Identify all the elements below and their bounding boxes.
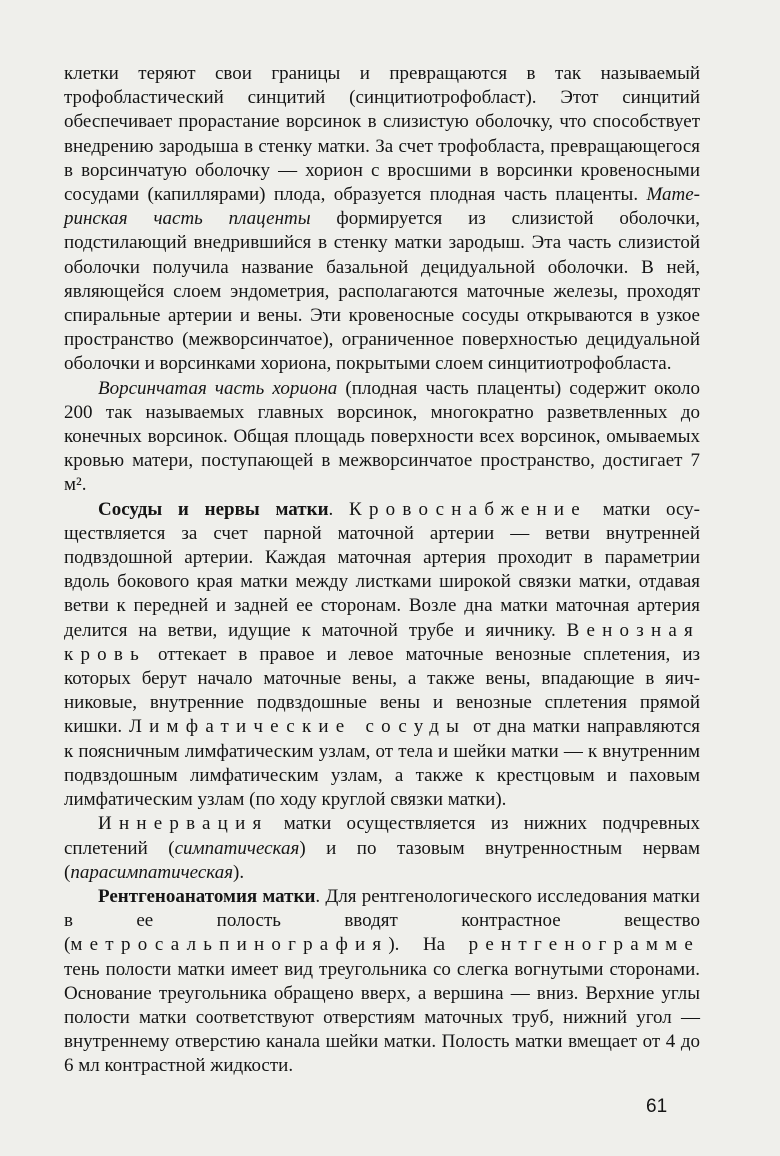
- text-run-sp: рентгенограмме: [468, 934, 700, 956]
- text-run: .: [328, 498, 350, 520]
- text-run-sp: Кровоснабжение: [349, 498, 587, 520]
- text-run-it: Материнская часть плаценты: [64, 184, 700, 230]
- text-run: от дна матки направляются к поясничным лимфатическим узлам, от тела и шейки матки — к внутренним подвздошным лимфатическим узлам, а также к крестцовым и паховым лимфатическим узлам (по ходу круглой связки матки).: [64, 716, 701, 811]
- text-run: формируется из слизистой оболочки, подстилающий внедрившийся в стенку матки зародыш. Эта часть слизистой оболочки получила название базальной децидуальной оболочки. В ней, являющейся слоем эндометрия, располагаются маточные железы, проходят спиральные артерии и вены. Эти кровеносные сосуды открываются в узкое пространство (межворсинчатое), ограниченное поверхностью децидуальной оболочки и ворсинками хориона, покрытыми слоем синцитиотрофобласта.: [64, 208, 700, 375]
- paragraph-placenta: [64, 62, 700, 377]
- text-run: ) и по тазовым внутренностным нервам (: [64, 837, 700, 883]
- paragraph-vessels-nerves: [64, 498, 700, 813]
- paragraph-xray-anatomy: [64, 885, 700, 1079]
- text-run-b: Рентгеноанатомия матки: [98, 885, 316, 907]
- paragraph-innervation: [64, 812, 700, 885]
- text-run-sp: Венозная кровь: [64, 619, 700, 665]
- text-run: (плодная часть плаценты) содержит около 200 так называемых главных ворсинок, многократно разветвленных до конечных ворсинок. Общая площадь поверхности всех ворсинок, омываемых кровью матери, поступающей в межворсинчатое пространство, достигает 7 м².: [64, 377, 700, 496]
- page-number: 61: [646, 1096, 668, 1117]
- paragraph-chorion: [64, 377, 700, 498]
- text-run: ).: [233, 861, 245, 883]
- text-run: . Для рентгенологического исследования матки в ее полость вводят контрастное вещество (: [64, 885, 700, 956]
- text-run-sp: метросальпинография: [70, 934, 389, 956]
- text-run: клетки теряют свои границы и превращаются в так называемый трофобластический синцитий (синцитиотрофобласт). Этот синцитий обеспечивает прорастание ворсинок в слизистую оболочку, что способствует внедрению зародыша в стенку матки. За счет трофобласта, превращающегося в ворсинчатую оболочку — хорион с вросшими в ворсинки кровеносными сосудами (капиллярами) плода, образуется плодная часть плаценты.: [64, 63, 700, 206]
- text-run-it: симпатическая: [174, 837, 300, 859]
- text-run: матки осуществляется за счет парной маточной артерии — ветви внутренней подвздошной артерии. Каждая маточная артерия проходит в параметрии вдоль бокового края матки между листками широкой связки матки, отдавая ветви к передней и задней ее сторонам. Возле дна матки маточная артерия делится на ветви, идущие к маточной трубе и яичнику.: [64, 498, 700, 641]
- text-run-sp: Иннервация: [98, 813, 269, 835]
- text-run: оттекает в правое и левое маточные венозные сплетения, из которых берут начало маточные вены, а также вены, впадающие в яичниковые, внутренние подвздошные вены и венозные сплетения прямой кишки.: [64, 643, 700, 738]
- text-run-b: Сосуды и нервы матки: [98, 498, 329, 520]
- text-run: тень полости матки имеет вид треугольника со слегка вогнутыми сторонами. Основание треугольника обращено вверх, а вершина — вниз. Верхние углы полости матки соответствуют отверстиям маточных труб, нижний угол — внутреннему отверстию канала шейки матки. Полость матки вмещает от 4 до 6 мл контрастной жидкости.: [64, 958, 700, 1077]
- text-run-sp: Лимфатические сосуды: [129, 716, 467, 738]
- text-run-it: парасимпатическая: [70, 861, 234, 883]
- text-run: ). На: [388, 934, 469, 956]
- page-body: [64, 62, 700, 1079]
- text-run: матки осуществляется из нижних подчревных сплетений (: [64, 813, 700, 859]
- text-run-it: Ворсинчатая часть хориона: [98, 377, 338, 399]
